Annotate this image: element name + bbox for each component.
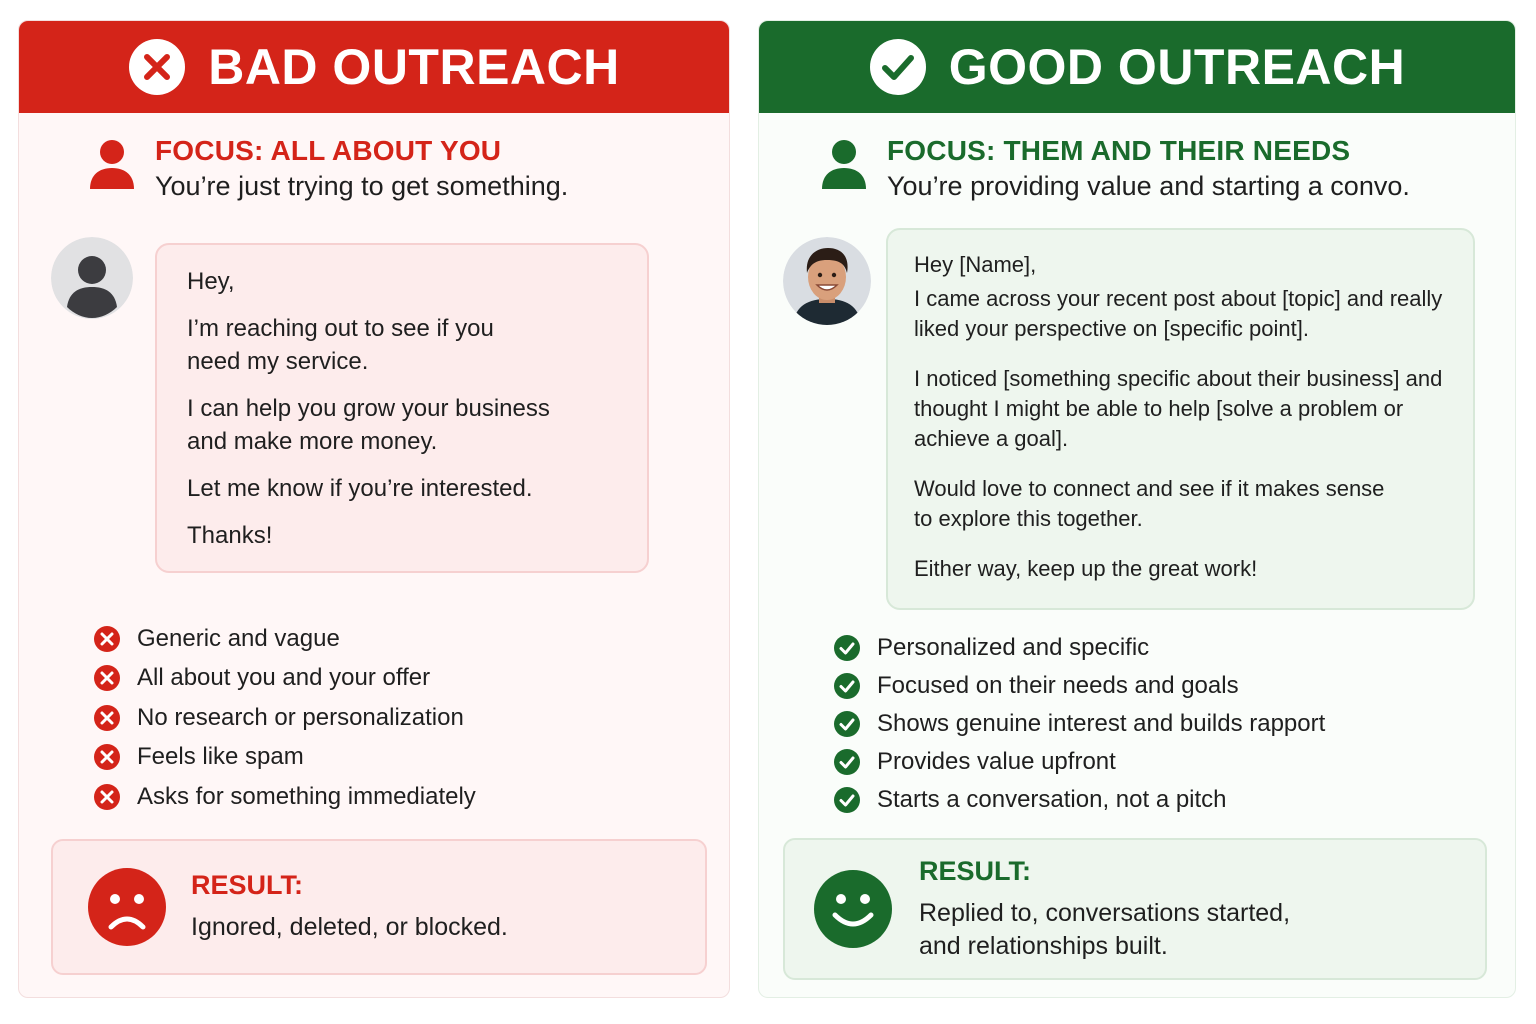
bad-message-line: I’m reaching out to see if you need my service. — [187, 315, 494, 375]
check-circle-icon — [833, 748, 861, 776]
good-result-box — [783, 838, 1487, 980]
bad-outreach-panel — [18, 20, 730, 998]
list-item — [93, 698, 476, 738]
good-message-line: Would love to connect and see if it makes sense to explore this together. — [914, 476, 1385, 531]
good-points-list — [833, 629, 1325, 819]
bad-result-text: Ignored, deleted, or blocked. — [191, 913, 508, 941]
good-point-text: Personalized and specific — [877, 634, 1150, 661]
good-message-line: I came across your recent post about [topic] and really liked your perspective on [specific point]. — [914, 286, 1443, 341]
x-circle-icon — [93, 743, 121, 771]
bad-result-title: RESULT: — [191, 870, 303, 900]
check-circle-icon — [869, 38, 927, 96]
list-item — [833, 667, 1325, 705]
good-result-title: RESULT: — [919, 855, 1031, 886]
good-header-title: GOOD OUTREACH — [948, 39, 1406, 95]
person-icon — [89, 139, 135, 191]
good-result-text: Replied to, conversations started, and relationships built. — [919, 898, 1291, 960]
bad-point-text: Asks for something immediately — [137, 782, 476, 810]
default-user-icon — [51, 237, 133, 319]
list-item — [93, 659, 476, 699]
bad-point-text: All about you and your offer — [137, 664, 431, 692]
bad-message-line: Hey, — [187, 268, 235, 295]
bad-focus-subtitle: You’re just trying to get something. — [155, 171, 569, 201]
good-message-line: I noticed [something specific about their business] and thought I might be able to help [solve a problem or achieve a goal]. — [914, 366, 1443, 451]
good-point-text: Provides value upfront — [877, 748, 1116, 775]
good-focus — [821, 135, 1410, 202]
x-circle-icon — [128, 38, 186, 96]
x-circle-icon — [93, 625, 121, 653]
smiling-man-avatar-icon — [783, 237, 871, 325]
x-circle-icon — [93, 783, 121, 811]
bad-point-text: No research or personalization — [137, 703, 464, 731]
bad-message-bubble — [155, 243, 649, 573]
good-focus-title: FOCUS: THEM AND THEIR NEEDS — [887, 135, 1351, 166]
list-item — [833, 743, 1325, 781]
good-message-line: Either way, keep up the great work! — [914, 556, 1258, 581]
bad-message-line: Let me know if you’re interested. — [187, 475, 533, 502]
good-message-bubble — [886, 228, 1475, 610]
bad-result-box — [51, 839, 707, 975]
list-item — [93, 738, 476, 778]
list-item — [833, 705, 1325, 743]
bad-point-text: Generic and vague — [137, 624, 340, 652]
list-item — [833, 781, 1325, 819]
list-item — [93, 619, 476, 659]
happy-face-icon — [813, 869, 893, 949]
check-circle-icon — [833, 672, 861, 700]
list-item — [93, 777, 476, 817]
person-photo-avatar — [783, 237, 871, 325]
list-item — [833, 629, 1325, 667]
generic-avatar — [51, 237, 133, 319]
good-message-line: Hey [Name], — [914, 252, 1037, 277]
bad-header-title: BAD OUTREACH — [208, 39, 620, 95]
x-circle-icon — [93, 704, 121, 732]
good-focus-subtitle: You’re providing value and starting a convo. — [887, 171, 1410, 201]
bad-focus — [89, 135, 568, 202]
good-point-text: Shows genuine interest and builds rapport — [877, 710, 1326, 737]
check-circle-icon — [833, 786, 861, 814]
good-outreach-panel — [758, 20, 1516, 998]
good-point-text: Focused on their needs and goals — [877, 672, 1239, 699]
check-circle-icon — [833, 634, 861, 662]
good-header — [759, 21, 1515, 113]
bad-focus-title: FOCUS: ALL ABOUT YOU — [155, 135, 502, 166]
good-point-text: Starts a conversation, not a pitch — [877, 786, 1227, 813]
bad-message-line: Thanks! — [187, 522, 273, 549]
bad-header — [19, 21, 729, 113]
bad-points-list — [93, 619, 476, 817]
sad-face-icon — [87, 867, 167, 947]
bad-point-text: Feels like spam — [137, 743, 304, 771]
check-circle-icon — [833, 710, 861, 738]
x-circle-icon — [93, 664, 121, 692]
person-icon — [821, 139, 867, 191]
bad-message-line: I can help you grow your business and make more money. — [187, 395, 550, 455]
